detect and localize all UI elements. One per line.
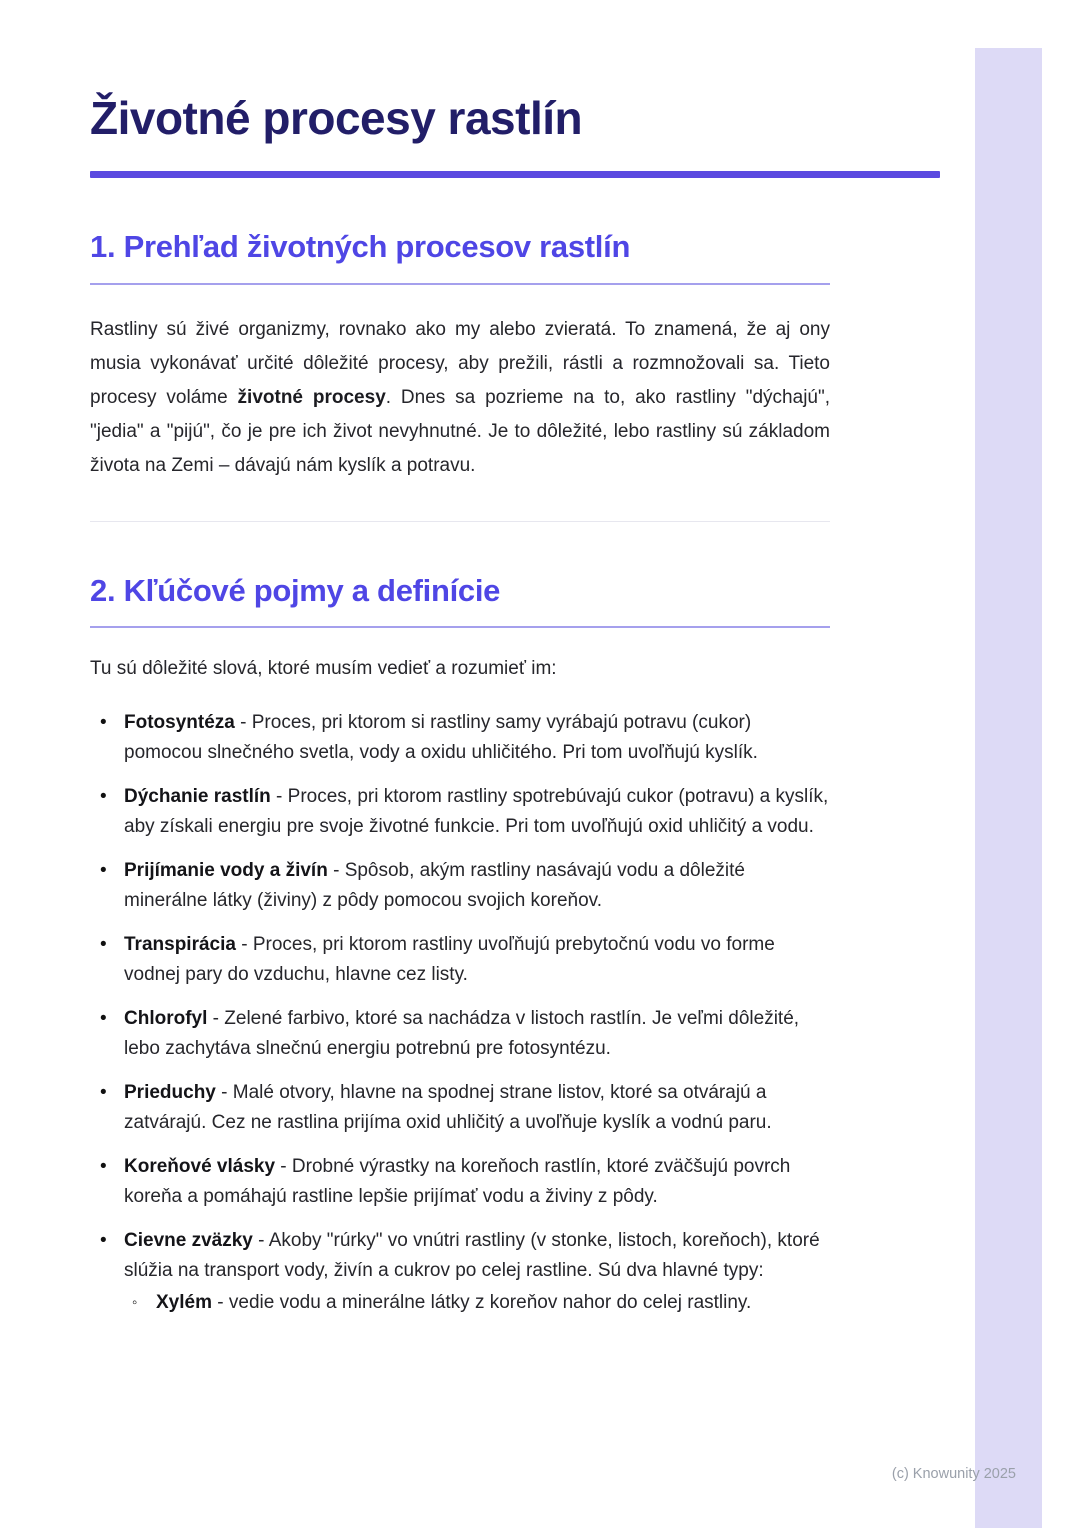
section-divider <box>90 521 830 522</box>
term-separator: - <box>235 934 253 956</box>
term-label: Dýchanie rastlín <box>124 786 271 808</box>
term-label: Cievne zväzky <box>124 1230 253 1252</box>
term-definition: Malé otvory, hlavne na spodnej strane listov, ktoré sa otvárajú a zatvárajú. Cez ne rastlina prijíma oxid uhličitý a uvoľňuje kyslík a vodnú paru. <box>124 1082 772 1134</box>
list-item <box>90 1004 830 1064</box>
term-definition: Proces, pri ktorom rastliny spotrebúvajú cukor (potravu) a kyslík, aby získali energiu pre svoje životné funkcie. Pri tom uvoľňujú oxid uhličitý a vodu. <box>124 786 829 838</box>
sub-list <box>124 1288 830 1318</box>
section-1-heading: 1. Prehľad životných procesov rastlín <box>90 228 830 285</box>
term-separator: - <box>252 1230 269 1252</box>
term-separator: - <box>211 1292 229 1314</box>
terms-list <box>90 708 830 1318</box>
paragraph-text-before: Rastliny sú živé organizmy, rovnako ako my alebo zvieratá. To znamená, že aj ony musia vykonávať určité dôležité procesy, aby prežili, rástli a rozmnožovali sa. Tieto procesy voláme <box>90 318 830 408</box>
bullet-icon: • <box>100 1082 107 1104</box>
bullet-icon: • <box>100 786 107 808</box>
term-separator: - <box>234 712 252 734</box>
term-label: Fotosyntéza <box>124 712 235 734</box>
list-item <box>90 1226 830 1318</box>
paragraph-text-after: . Dnes sa pozrieme na to, ako rastliny "dýchajú", "jedia" a "pijú", čo je pre ich život nevyhnutné. Je to dôležité, lebo rastliny sú základom života na Zemi – dávajú nám kyslík a potravu. <box>90 386 831 476</box>
title-accent-rule <box>90 171 940 178</box>
section-1 <box>90 228 830 483</box>
term-separator: - <box>270 786 288 808</box>
term-label: Prijímanie vody a živín <box>124 860 328 882</box>
list-item <box>90 708 830 768</box>
document-content <box>90 0 940 1332</box>
page-title: Životné procesy rastlín <box>90 92 583 144</box>
term-definition: Zelené farbivo, ktoré sa nachádza v listoch rastlín. Je veľmi dôležité, lebo zachytáva slnečnú energiu potrebnú pre fotosyntézu. <box>124 1008 800 1060</box>
term-label: Chlorofyl <box>124 1008 208 1030</box>
bullet-icon: • <box>100 1156 107 1178</box>
term-separator: - <box>215 1082 233 1104</box>
term-definition: Akoby "rúrky" vo vnútri rastliny (v stonke, listoch, koreňoch), ktoré slúžia na transport vody, živín a cukrov po celej rastline. Sú dva hlavné typy: <box>124 1230 820 1282</box>
bullet-icon: • <box>100 934 107 956</box>
term-label: Koreňové vlásky <box>124 1156 276 1178</box>
bullet-icon: • <box>100 712 107 734</box>
bullet-icon: • <box>100 1230 107 1252</box>
paragraph-bold-term: životné procesy <box>237 386 386 408</box>
term-label: Transpirácia <box>124 934 236 956</box>
watermark: (c) Knowunity 2025 <box>891 1466 1016 1482</box>
page-edge-strip <box>975 48 1042 1528</box>
list-item <box>90 930 830 990</box>
list-item <box>90 1152 830 1212</box>
term-definition: Proces, pri ktorom rastliny uvoľňujú prebytočnú vodu vo forme vodnej pary do vzduchu, hlavne cez listy. <box>124 934 775 986</box>
term-definition: Spôsob, akým rastliny nasávajú vodu a dôležité minerálne látky (živiny) z pôdy pomocou svojich koreňov. <box>124 860 745 912</box>
list-item <box>90 856 830 916</box>
section-1-paragraph <box>90 313 830 483</box>
sub-list-item <box>124 1288 830 1318</box>
sub-term-label: Xylém <box>156 1292 212 1314</box>
term-definition: Drobné výrastky na koreňoch rastlín, ktoré zväčšujú povrch koreňa a pomáhajú rastline lepšie prijímať vodu a živiny z pôdy. <box>124 1156 791 1208</box>
sub-term-definition: vedie vodu a minerálne látky z koreňov nahor do celej rastliny. <box>228 1292 752 1314</box>
section-2 <box>90 572 830 1319</box>
term-separator: - <box>275 1156 292 1178</box>
term-separator: - <box>207 1008 225 1030</box>
term-definition: Proces, pri ktorom si rastliny samy vyrábajú potravu (cukor) pomocou slnečného svetla, vody a oxidu uhličitého. Pri tom uvoľňujú kyslík. <box>124 712 758 764</box>
term-separator: - <box>327 860 345 882</box>
bullet-icon: • <box>100 860 107 882</box>
section-2-heading: 2. Kľúčové pojmy a definície <box>90 572 830 629</box>
bullet-icon: • <box>100 1008 107 1030</box>
list-item <box>90 1078 830 1138</box>
term-label: Prieduchy <box>124 1082 216 1104</box>
list-item <box>90 782 830 842</box>
sub-bullet-icon: ◦ <box>132 1294 138 1312</box>
terms-intro: Tu sú dôležité slová, ktoré musím vedieť a rozumieť im: <box>90 658 557 680</box>
